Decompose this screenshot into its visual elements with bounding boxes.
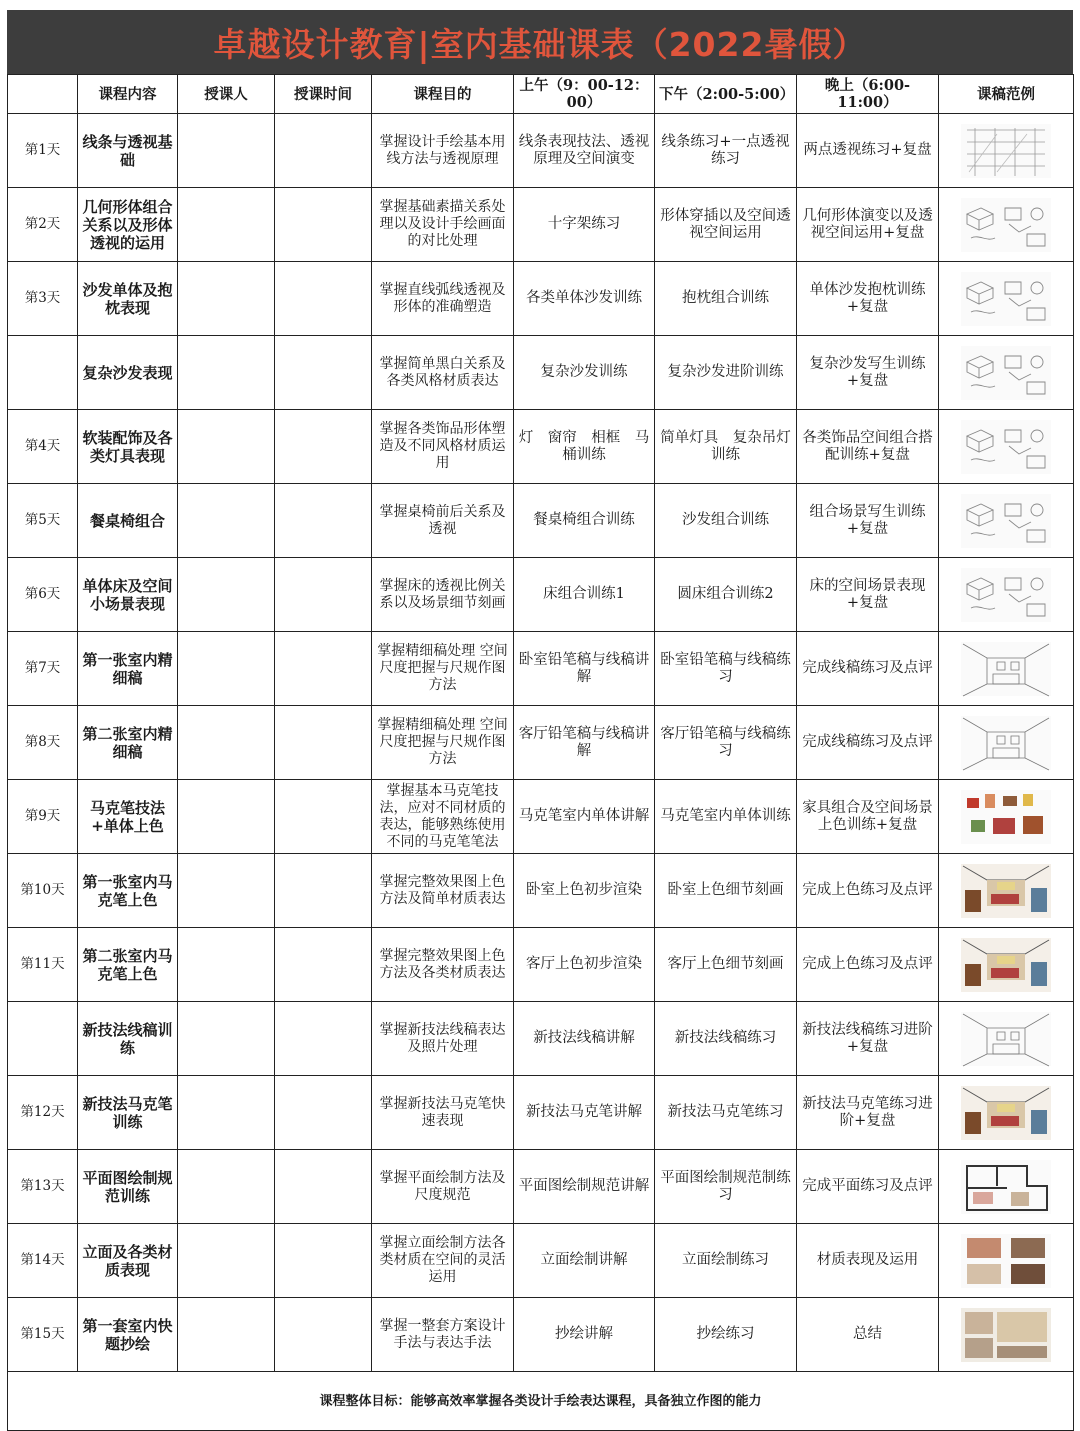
course-cell: 马克笔技法+单体上色: [78, 780, 178, 854]
example-cell: [939, 854, 1074, 928]
example-cell: [939, 632, 1074, 706]
table-row: [8, 706, 1074, 780]
teacher-cell: [178, 1150, 275, 1224]
example-cell: [939, 188, 1074, 262]
time-cell: [275, 114, 372, 188]
title-bar: [7, 10, 1073, 74]
example-thumbnail: [957, 268, 1055, 330]
evening-cell: 新技法线稿练习进阶+复盘: [797, 1002, 939, 1076]
day-cell: 第5天: [8, 484, 78, 558]
morning-cell: 餐桌椅组合训练: [514, 484, 655, 558]
table-row: [8, 410, 1074, 484]
example-thumbnail: [957, 120, 1055, 182]
time-cell: [275, 1076, 372, 1150]
afternoon-cell: 抄绘练习: [655, 1298, 797, 1372]
evening-cell: 单体沙发抱枕训练+复盘: [797, 262, 939, 336]
day-cell: 第1天: [8, 114, 78, 188]
course-cell: 第二张室内精细稿: [78, 706, 178, 780]
header-teacher: 授课人: [178, 75, 275, 114]
morning-cell: 床组合训练1: [514, 558, 655, 632]
teacher-cell: [178, 706, 275, 780]
afternoon-cell: 形体穿插以及空间透视空间运用: [655, 188, 797, 262]
morning-cell: 新技法马克笔讲解: [514, 1076, 655, 1150]
time-cell: [275, 336, 372, 410]
time-cell: [275, 188, 372, 262]
example-cell: [939, 1150, 1074, 1224]
example-cell: [939, 114, 1074, 188]
time-cell: [275, 410, 372, 484]
morning-cell: 新技法线稿讲解: [514, 1002, 655, 1076]
morning-cell: 灯 窗帘 相框 马桶训练: [514, 410, 655, 484]
example-thumbnail: [957, 1008, 1055, 1070]
teacher-cell: [178, 1076, 275, 1150]
teacher-cell: [178, 1224, 275, 1298]
evening-cell: 新技法马克笔练习进阶+复盘: [797, 1076, 939, 1150]
teacher-cell: [178, 1298, 275, 1372]
example-thumbnail: [957, 416, 1055, 478]
example-cell: [939, 1224, 1074, 1298]
course-cell: 软装配饰及各类灯具表现: [78, 410, 178, 484]
teacher-cell: [178, 558, 275, 632]
example-thumbnail: [957, 638, 1055, 700]
table-row: [8, 262, 1074, 336]
afternoon-cell: 客厅铅笔稿与线稿练习: [655, 706, 797, 780]
evening-cell: 完成线稿练习及点评: [797, 632, 939, 706]
example-cell: [939, 1076, 1074, 1150]
course-cell: 复杂沙发表现: [78, 336, 178, 410]
evening-cell: 家具组合及空间场景上色训练+复盘: [797, 780, 939, 854]
header-row: [8, 75, 1074, 114]
evening-cell: 各类饰品空间组合搭配训练+复盘: [797, 410, 939, 484]
afternoon-cell: 新技法马克笔练习: [655, 1076, 797, 1150]
footer-goal: 课程整体目标：能够高效率掌握各类设计手绘表达课程，具备独立作图的能力: [8, 1372, 1074, 1431]
evening-cell: 复杂沙发写生训练+复盘: [797, 336, 939, 410]
teacher-cell: [178, 188, 275, 262]
day-cell: 第14天: [8, 1224, 78, 1298]
table-row: [8, 1224, 1074, 1298]
morning-cell: 抄绘讲解: [514, 1298, 655, 1372]
teacher-cell: [178, 410, 275, 484]
day-cell: 第15天: [8, 1298, 78, 1372]
day-cell: 第13天: [8, 1150, 78, 1224]
time-cell: [275, 780, 372, 854]
morning-cell: 客厅上色初步渲染: [514, 928, 655, 1002]
example-thumbnail: [957, 712, 1055, 774]
example-cell: [939, 262, 1074, 336]
example-cell: [939, 336, 1074, 410]
goal-cell: 掌握精细稿处理 空间尺度把握与尺规作图方法: [372, 632, 514, 706]
schedule-table: [7, 74, 1074, 1431]
schedule-body: [8, 114, 1074, 1372]
day-cell: 第2天: [8, 188, 78, 262]
day-cell: 第8天: [8, 706, 78, 780]
course-cell: 平面图绘制规范训练: [78, 1150, 178, 1224]
day-cell: 第4天: [8, 410, 78, 484]
table-row: [8, 1076, 1074, 1150]
morning-cell: 卧室铅笔稿与线稿讲解: [514, 632, 655, 706]
header-afternoon: 下午（2:00-5:00）: [655, 75, 797, 114]
afternoon-cell: 复杂沙发进阶训练: [655, 336, 797, 410]
example-thumbnail: [957, 342, 1055, 404]
course-cell: 几何形体组合关系以及形体透视的运用: [78, 188, 178, 262]
evening-cell: 完成上色练习及点评: [797, 928, 939, 1002]
morning-cell: 十字架练习: [514, 188, 655, 262]
header-goal: 课程目的: [372, 75, 514, 114]
table-row: [8, 484, 1074, 558]
evening-cell: 两点透视练习+复盘: [797, 114, 939, 188]
morning-cell: 线条表现技法、透视原理及空间演变: [514, 114, 655, 188]
table-row: [8, 188, 1074, 262]
example-thumbnail: [957, 1230, 1055, 1292]
header-day: [8, 75, 78, 114]
header-evening: 晚上（6:00-11:00）: [797, 75, 939, 114]
table-row: [8, 928, 1074, 1002]
time-cell: [275, 706, 372, 780]
afternoon-cell: 新技法线稿练习: [655, 1002, 797, 1076]
course-cell: 第一张室内马克笔上色: [78, 854, 178, 928]
time-cell: [275, 484, 372, 558]
teacher-cell: [178, 1002, 275, 1076]
example-thumbnail: [957, 564, 1055, 626]
goal-cell: 掌握桌椅前后关系及透视: [372, 484, 514, 558]
course-cell: 新技法马克笔训练: [78, 1076, 178, 1150]
example-thumbnail: [957, 1304, 1055, 1366]
goal-cell: 掌握直线弧线透视及形体的准确塑造: [372, 262, 514, 336]
goal-cell: 掌握完整效果图上色方法及简单材质表达: [372, 854, 514, 928]
time-cell: [275, 854, 372, 928]
teacher-cell: [178, 336, 275, 410]
day-cell: [8, 336, 78, 410]
time-cell: [275, 1224, 372, 1298]
morning-cell: 立面绘制讲解: [514, 1224, 655, 1298]
goal-cell: 掌握立面绘制方法各类材质在空间的灵活运用: [372, 1224, 514, 1298]
evening-cell: 完成线稿练习及点评: [797, 706, 939, 780]
afternoon-cell: 简单灯具 复杂吊灯训练: [655, 410, 797, 484]
footer-row: [8, 1372, 1074, 1431]
morning-cell: 复杂沙发训练: [514, 336, 655, 410]
page-title: 卓越设计教育|室内基础课表（2022暑假）: [213, 24, 867, 64]
evening-cell: 完成上色练习及点评: [797, 854, 939, 928]
afternoon-cell: 抱枕组合训练: [655, 262, 797, 336]
day-cell: 第9天: [8, 780, 78, 854]
time-cell: [275, 1150, 372, 1224]
goal-cell: 掌握新技法线稿表达及照片处理: [372, 1002, 514, 1076]
example-thumbnail: [957, 786, 1055, 848]
example-thumbnail: [957, 490, 1055, 552]
example-thumbnail: [957, 1082, 1055, 1144]
goal-cell: 掌握各类饰品形体塑造及不同风格材质运用: [372, 410, 514, 484]
table-row: [8, 632, 1074, 706]
header-example: 课稿范例: [939, 75, 1074, 114]
goal-cell: 掌握床的透视比例关系以及场景细节刻画: [372, 558, 514, 632]
example-thumbnail: [957, 934, 1055, 996]
teacher-cell: [178, 484, 275, 558]
day-cell: 第10天: [8, 854, 78, 928]
time-cell: [275, 1002, 372, 1076]
goal-cell: 掌握简单黑白关系及各类风格材质表达: [372, 336, 514, 410]
course-cell: 单体床及空间小场景表现: [78, 558, 178, 632]
day-cell: 第11天: [8, 928, 78, 1002]
afternoon-cell: 立面绘制练习: [655, 1224, 797, 1298]
goal-cell: 掌握精细稿处理 空间尺度把握与尺规作图方法: [372, 706, 514, 780]
goal-cell: 掌握基础素描关系处理以及设计手绘画面的对比处理: [372, 188, 514, 262]
afternoon-cell: 圆床组合训练2: [655, 558, 797, 632]
morning-cell: 平面图绘制规范讲解: [514, 1150, 655, 1224]
table-row: [8, 854, 1074, 928]
afternoon-cell: 平面图绘制规范制练习: [655, 1150, 797, 1224]
afternoon-cell: 客厅上色细节刻画: [655, 928, 797, 1002]
teacher-cell: [178, 262, 275, 336]
table-row: [8, 336, 1074, 410]
evening-cell: 床的空间场景表现+复盘: [797, 558, 939, 632]
teacher-cell: [178, 632, 275, 706]
table-row: [8, 1298, 1074, 1372]
morning-cell: 卧室上色初步渲染: [514, 854, 655, 928]
table-row: [8, 558, 1074, 632]
morning-cell: 客厅铅笔稿与线稿讲解: [514, 706, 655, 780]
example-cell: [939, 780, 1074, 854]
morning-cell: 各类单体沙发训练: [514, 262, 655, 336]
course-cell: 新技法线稿训练: [78, 1002, 178, 1076]
teacher-cell: [178, 114, 275, 188]
course-cell: 沙发单体及抱枕表现: [78, 262, 178, 336]
course-cell: 第二张室内马克笔上色: [78, 928, 178, 1002]
example-cell: [939, 928, 1074, 1002]
course-cell: 第一套室内快题抄绘: [78, 1298, 178, 1372]
goal-cell: 掌握设计手绘基本用线方法与透视原理: [372, 114, 514, 188]
day-cell: 第7天: [8, 632, 78, 706]
table-row: [8, 1002, 1074, 1076]
morning-cell: 马克笔室内单体讲解: [514, 780, 655, 854]
example-cell: [939, 484, 1074, 558]
example-thumbnail: [957, 860, 1055, 922]
goal-cell: 掌握新技法马克笔快速表现: [372, 1076, 514, 1150]
table-row: [8, 114, 1074, 188]
evening-cell: 几何形体演变以及透视空间运用+复盘: [797, 188, 939, 262]
time-cell: [275, 262, 372, 336]
time-cell: [275, 928, 372, 1002]
example-cell: [939, 558, 1074, 632]
goal-cell: 掌握基本马克笔技法，应对不同材质的表达，能够熟练使用不同的马克笔笔法: [372, 780, 514, 854]
example-thumbnail: [957, 1156, 1055, 1218]
time-cell: [275, 632, 372, 706]
example-cell: [939, 1002, 1074, 1076]
teacher-cell: [178, 780, 275, 854]
day-cell: 第12天: [8, 1076, 78, 1150]
example-cell: [939, 410, 1074, 484]
afternoon-cell: 卧室上色细节刻画: [655, 854, 797, 928]
course-cell: 立面及各类材质表现: [78, 1224, 178, 1298]
teacher-cell: [178, 854, 275, 928]
evening-cell: 完成平面练习及点评: [797, 1150, 939, 1224]
header-time: 授课时间: [275, 75, 372, 114]
header-morning: 上午（9：00-12：00）: [514, 75, 655, 114]
evening-cell: 材质表现及运用: [797, 1224, 939, 1298]
goal-cell: 掌握完整效果图上色方法及各类材质表达: [372, 928, 514, 1002]
afternoon-cell: 卧室铅笔稿与线稿练习: [655, 632, 797, 706]
afternoon-cell: 沙发组合训练: [655, 484, 797, 558]
day-cell: [8, 1002, 78, 1076]
afternoon-cell: 马克笔室内单体训练: [655, 780, 797, 854]
example-thumbnail: [957, 194, 1055, 256]
header-course: 课程内容: [78, 75, 178, 114]
table-row: [8, 1150, 1074, 1224]
goal-cell: 掌握一整套方案设计手法与表达手法: [372, 1298, 514, 1372]
evening-cell: 组合场景写生训练+复盘: [797, 484, 939, 558]
course-cell: 餐桌椅组合: [78, 484, 178, 558]
time-cell: [275, 558, 372, 632]
course-cell: 线条与透视基础: [78, 114, 178, 188]
day-cell: 第3天: [8, 262, 78, 336]
goal-cell: 掌握平面绘制方法及尺度规范: [372, 1150, 514, 1224]
day-cell: 第6天: [8, 558, 78, 632]
teacher-cell: [178, 928, 275, 1002]
example-cell: [939, 706, 1074, 780]
evening-cell: 总结: [797, 1298, 939, 1372]
afternoon-cell: 线条练习+一点透视练习: [655, 114, 797, 188]
time-cell: [275, 1298, 372, 1372]
example-cell: [939, 1298, 1074, 1372]
table-row: [8, 780, 1074, 854]
course-cell: 第一张室内精细稿: [78, 632, 178, 706]
